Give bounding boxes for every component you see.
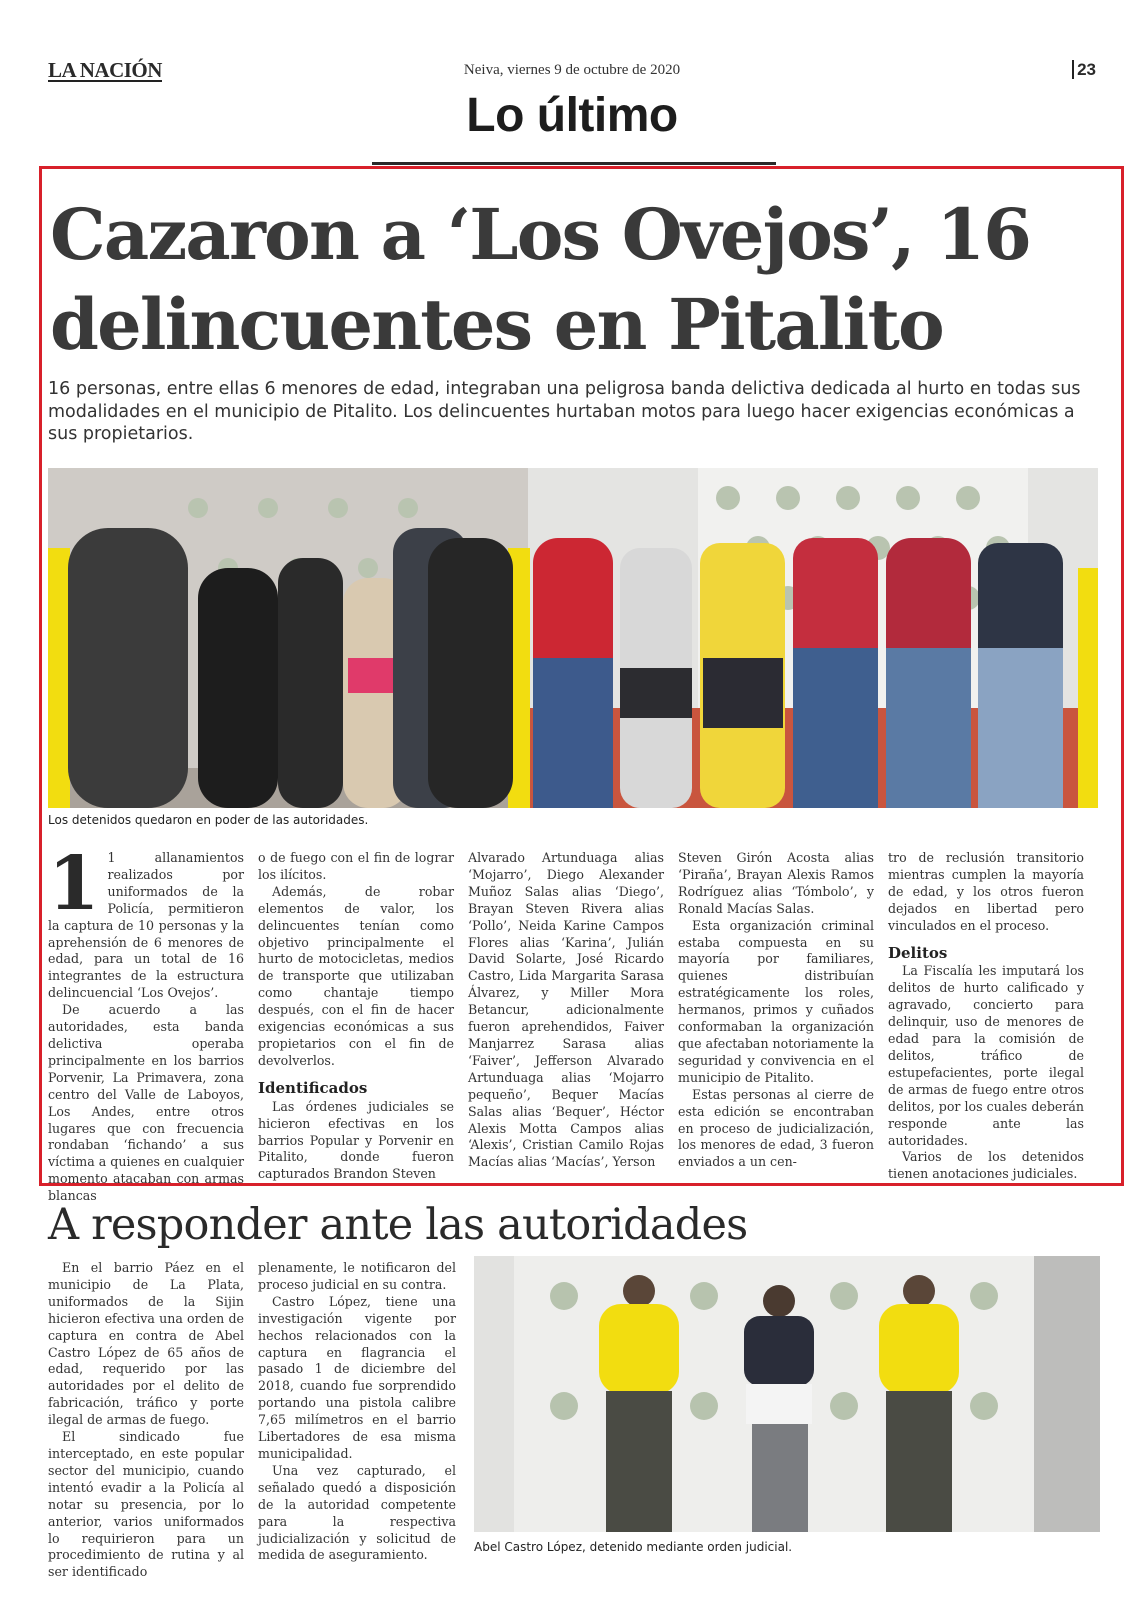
col5-paragraph-1: tro de reclusión transitorio mientras cumplen la mayoría de edad, y los otros fueron dejados en libertad pero vinculados en el proceso. (888, 850, 1084, 933)
dateline: Neiva, viernes 9 de octubre de 2020 (463, 62, 681, 78)
col3-paragraph-1: Alvarado Artunduaga alias ‘Mojarro’, Diego Alexander Muñoz Salas alias ‘Diego’, Brayan Steven Rivera alias ‘Pollo’, Neida Karine Campos Flores alias ‘Karina’, Julián David Solarte, José Ricardo Castro, Lida Margarita Sarasa Álvarez, y Miller Mora Betancur, adicionalmente fueron aprehendidos, Faiver Manjarrez Sarasa alias ‘Faiver’, Jefferson Alvarado Artunduaga alias ‘Mojarro pequeño’, Bequer Macías Salas alias ‘Bequer’, Héctor Alexis Motta Campos alias ‘Alexis’, Cristian Camilo Rojas Macías alias ‘Macías’, Yerson (468, 850, 664, 1170)
a2-col1-paragraph-1: En el barrio Páez en el municipio de La Plata, uniformados de la Sijin hicieron efectiva una orden de captura en contra de Abel Castro López de 65 años de edad, requerido por las autoridades por el delito de fabricación, tráfico y porte ilegal de armas de fuego. (48, 1260, 244, 1428)
col1-paragraph-1: 1 allanamientos realizados por uniformados de la Policía, permitieron la captura de 10 personas y la aprehensión de 6 menores de edad, para un total de 16 integrantes de la estructura delincuencial ‘Los Ovejos’. (48, 850, 244, 1001)
article2-column-1 (48, 1260, 244, 1581)
a2-col2-paragraph-1: plenamente, le notificaron del proceso judicial en su contra. (258, 1260, 456, 1292)
col2-paragraph-2: Además, de robar elementos de valor, los delincuentes tenían como objetivo principalmente el hurto de motocicletas, medios de transporte que utilizaban como chantaje tiempo después, con el fin de hacer exigencias económicas a sus propietarios con el fin de devolverlos. (258, 883, 454, 1068)
headline-line-2: delincuentes en Pitalito (50, 283, 943, 366)
article1-lead: 16 personas, entre ellas 6 menores de edad, integraban una peligrosa banda delictiva dedicada al hurto en todas sus modalidades en el municipio de Pitalito. Los delincuentes hurtaban motos para luego hacer exigencias económicas a sus propietarios. (48, 379, 1081, 444)
col2-paragraph-1: o de fuego con el fin de lograr los ilícitos. (258, 850, 454, 882)
page-number: 23 (1072, 60, 1096, 79)
subhead-delitos: Delitos (888, 943, 948, 962)
article1-column-3 (468, 850, 664, 1171)
masthead-logo: LA NACIÓN (48, 58, 162, 82)
col4-paragraph-3: Estas personas al cierre de esta edición se encontraban en proceso de judicialización, los menores de edad, 3 fueron enviados a un cen- (678, 1086, 874, 1170)
a2-col1-paragraph-2: El sindicado fue interceptado, en este popular sector del municipio, cuando intentó evadir a la Policía al notar su presencia, por lo anterior, varios uniformados lo requirieron para un procedimiento de rutina y al ser identificado (48, 1429, 244, 1580)
col5-paragraph-2: La Fiscalía les imputará los delitos de hurto calificado y agravado, concierto para delinquir, uso de menores de edad para la comisión de delitos, tráfico de estupefacientes, porte ilegal de armas de fuego entre otros delitos, por los cuales deberán responde ante las autoridades. (888, 963, 1084, 1148)
article2-photo-caption: Abel Castro López, detenido mediante orden judicial. (474, 1540, 793, 1554)
dropcap: 1 (48, 841, 100, 927)
col1-paragraph-2: De acuerdo a las autoridades, esta banda delictiva operaba principalmente en los barrios Porvenir, La Primavera, zona centro del Valle de Laboyos, Los Andes, entre otros lugares que con frecuencia rondaban ‘fichando’ a sus víctima a quienes en cualquier momento atacaban con armas blancas (48, 1002, 244, 1204)
col5-paragraph-3: Varios de los detenidos tienen anotaciones judiciales. (888, 1149, 1084, 1182)
col2-paragraph-3: Las órdenes judiciales se hicieron efectivas en los barrios Popular y Porvenir en Pitalito, donde fueron capturados Brandon Steven (258, 1098, 454, 1182)
arrest-photo-illustration (474, 1256, 1100, 1532)
subhead-identificados: Identificados (258, 1078, 368, 1097)
article1-headline (50, 190, 1110, 370)
section-title: Lo último (466, 89, 678, 142)
arrest-photo (474, 1256, 1100, 1532)
article1-column-2 (258, 850, 454, 1183)
a2-col2-paragraph-2: Castro López, tiene una investigación vigente por hechos relacionados con la captura en flagrancia el pasado 1 de diciembre del 2018, cuando fue sorprendido portando una pistola calibre 7,65 milímetros en el barrio Libertadores de esa misma municipalidad. (258, 1293, 456, 1461)
col4-paragraph-2: Esta organización criminal estaba compuesta en su mayoría por familiares, quienes distribuían estratégicamente los roles, hermanos, primos y cuñados conformaban la organización que afectaban notoriamente la seguridad y convivencia en el municipio de Pitalito. (678, 917, 875, 1085)
detainees-photo (48, 468, 1098, 808)
article1-column-5 (888, 850, 1084, 1183)
article1-column-4 (678, 850, 874, 1171)
article1-photo-caption: Los detenidos quedaron en poder de las autoridades. (48, 813, 369, 827)
detainees-photo-illustration (48, 468, 1098, 808)
headline-line-1: Cazaron a ‘Los Ovejos’, 16 (50, 193, 1031, 276)
article2-headline: A responder ante las autoridades (48, 1200, 748, 1250)
a2-col2-paragraph-3: Una vez capturado, el señalado quedó a disposición de la autoridad competente para la respectiva judicialización y solicitud de medida de aseguramiento. (258, 1462, 456, 1563)
col4-paragraph-1: Steven Girón Acosta alias ‘Piraña’, Brayan Alexis Ramos Rodríguez alias ‘Tómbolo’, y Ronald Macías Salas. (678, 850, 874, 916)
article1-column-1 (48, 841, 244, 1205)
section-rule (372, 162, 776, 165)
article2-column-2 (258, 1260, 456, 1564)
